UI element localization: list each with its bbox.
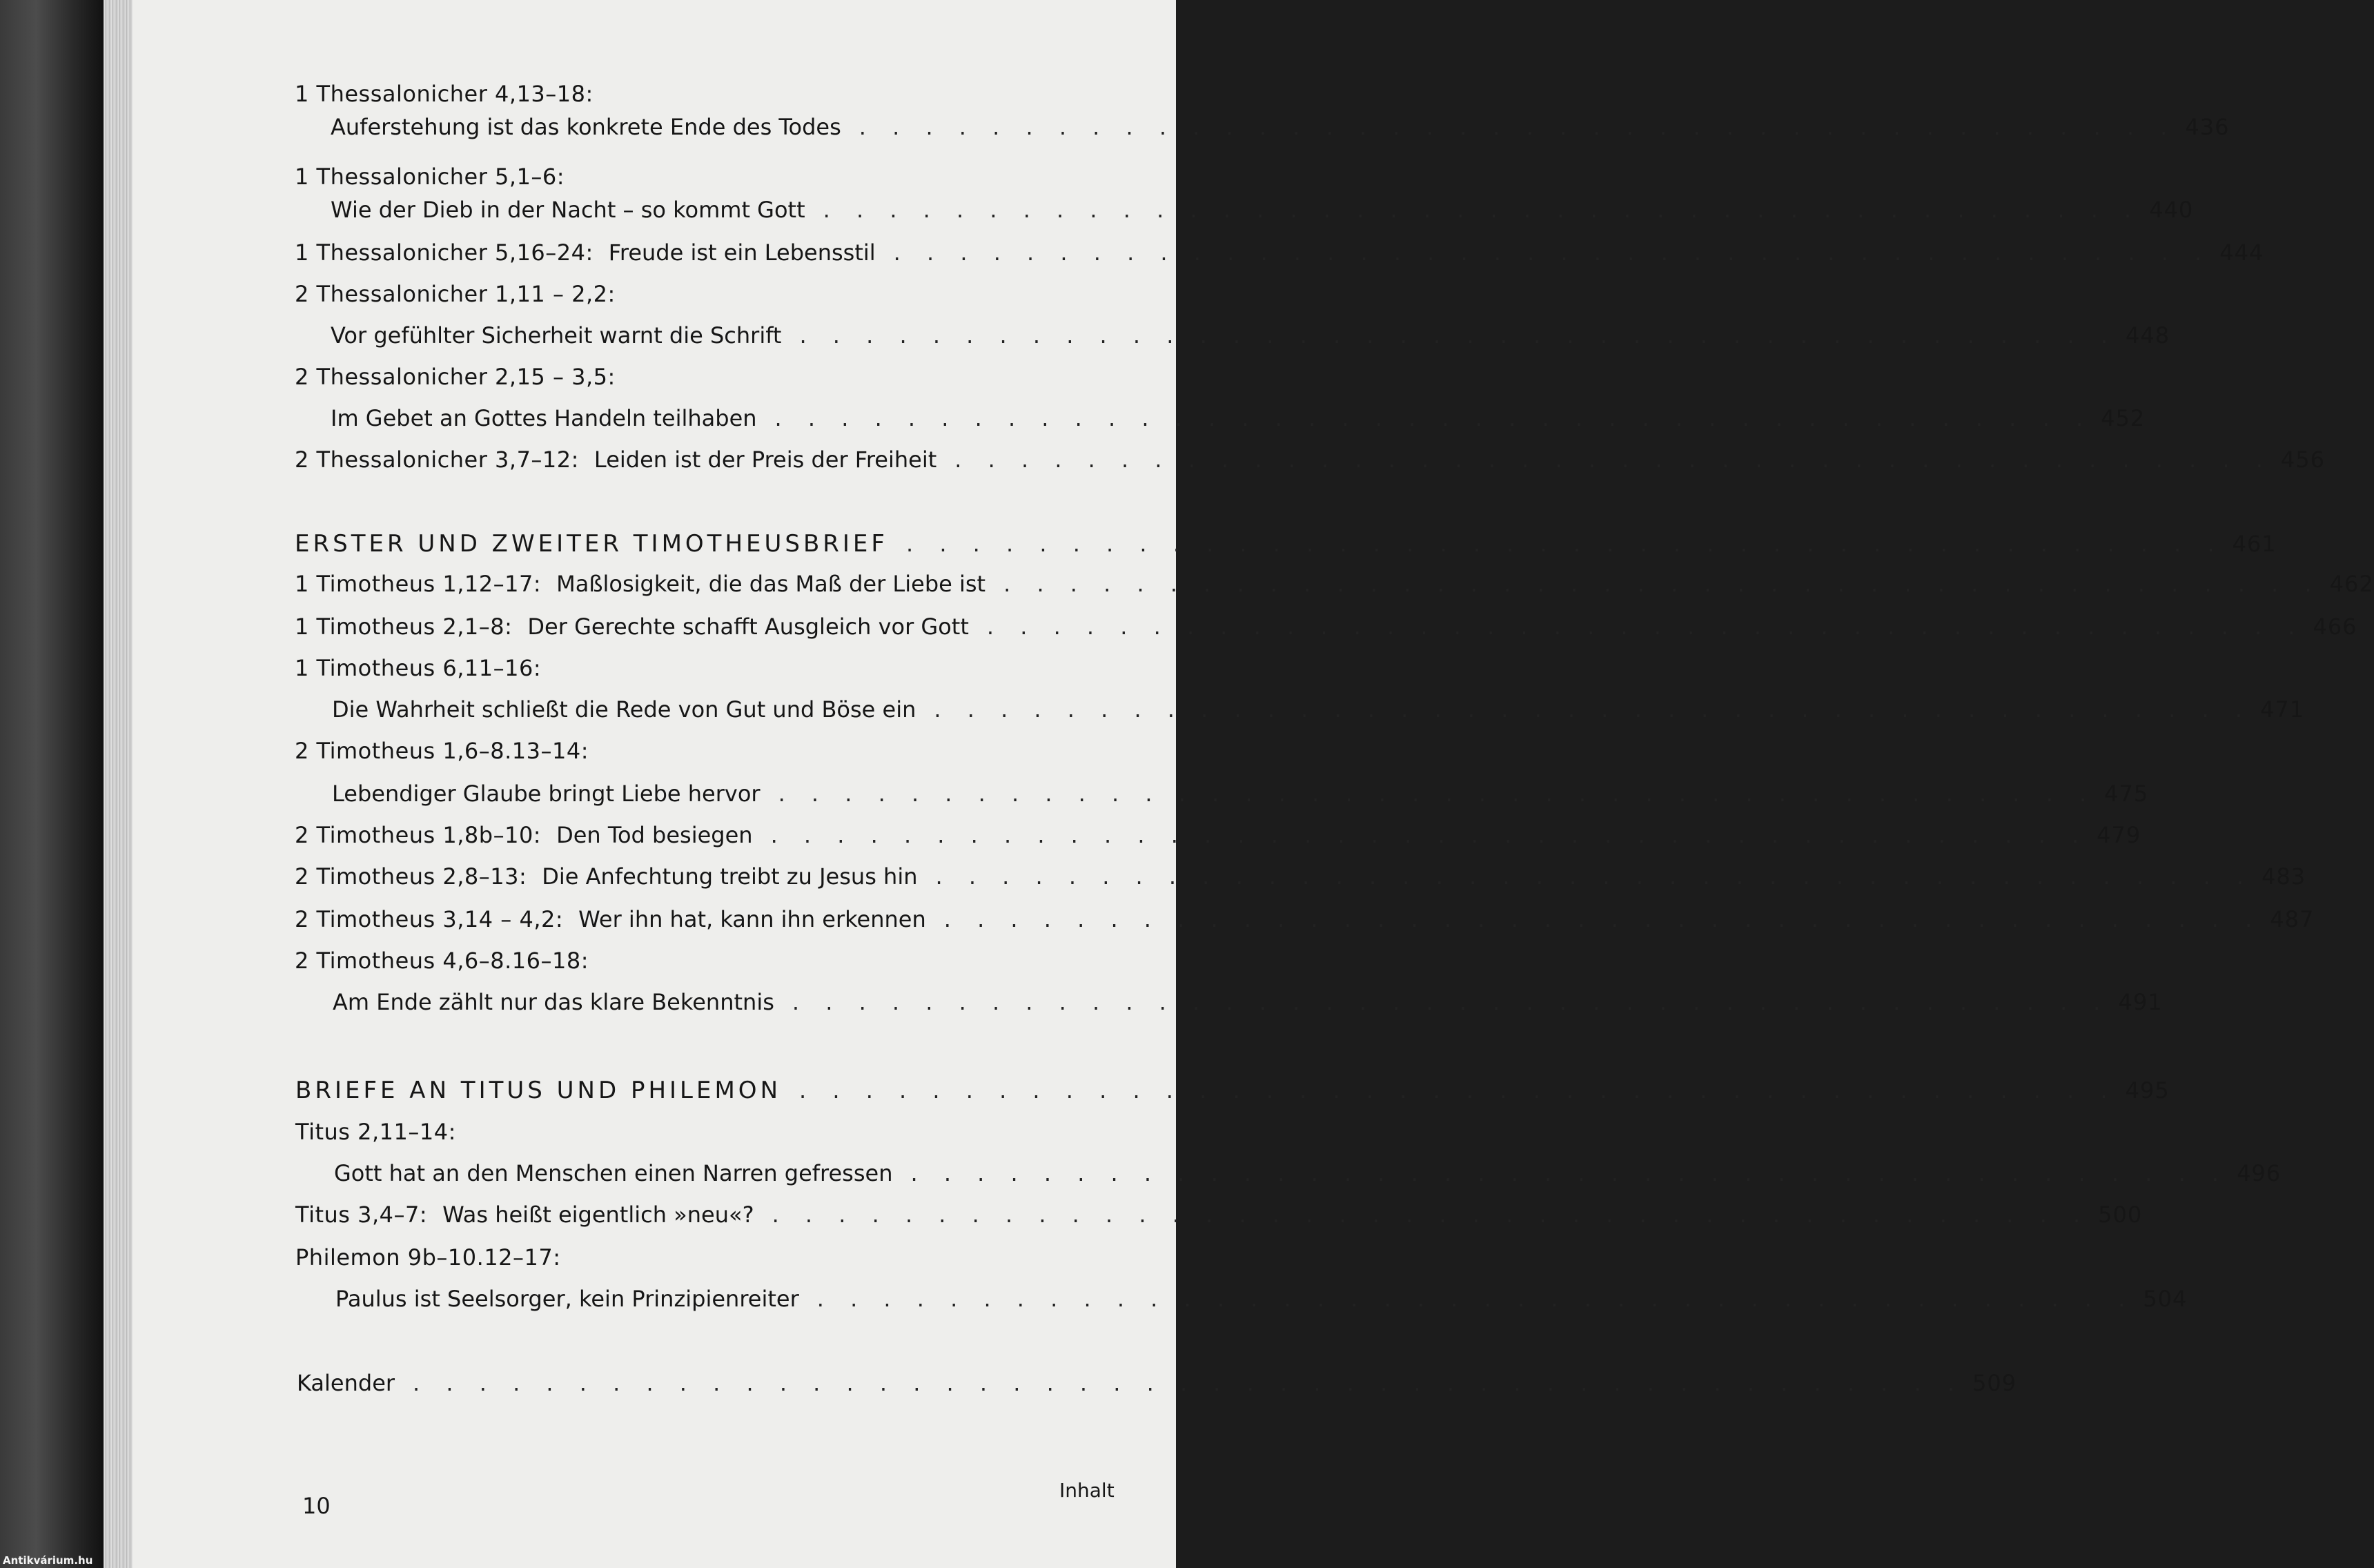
toc-page: 491 bbox=[2118, 989, 2163, 1015]
toc-leader: . . . . . . . . . . . . . . . . . . . . . . . . . . . . . . . . . . . . . . . . bbox=[799, 1077, 2117, 1104]
toc-page: 479 bbox=[2097, 822, 2141, 848]
toc-title: Den Tod besiegen bbox=[556, 822, 753, 848]
toc-title: Gott hat an den Menschen einen Narren gefressen bbox=[334, 1160, 893, 1186]
toc-entry bbox=[331, 322, 2170, 349]
toc-heading bbox=[295, 654, 1092, 682]
toc-entry bbox=[295, 239, 2264, 266]
toc-page: 504 bbox=[2143, 1286, 2188, 1312]
toc-entry bbox=[332, 780, 2149, 807]
toc-leader: . . . . . . . . . . . . . . . . . . . . . . . . . . . . . . . . . . . . . . . . bbox=[778, 781, 2097, 807]
toc-section-title: ERSTER UND ZWEITER TIMOTHEUSBRIEF bbox=[295, 530, 888, 558]
toc-leader: . . . . . . . . . . . . . . . . . . . . . . . . . . . . . . . . . . . . . . . . bbox=[935, 863, 2254, 890]
toc-page: 471 bbox=[2259, 696, 2305, 723]
toc-entry bbox=[295, 1201, 2143, 1228]
toc-leader: . . . . . . . . . . . . . . . . . . . . . . . . . . . . . . . . . . . . . . . . bbox=[893, 239, 2212, 266]
toc-entry bbox=[295, 863, 2306, 890]
running-title: Inhalt bbox=[1059, 1479, 1115, 1502]
toc-leader: . . . . . . . . . . . . . . . . . . . . . . . . . . . . . . . . . . . . . . . . bbox=[954, 447, 2273, 473]
toc-heading bbox=[295, 1244, 1092, 1271]
toc-page: 436 bbox=[2185, 114, 2230, 140]
toc-title: Im Gebet an Gottes Handeln teilhaben bbox=[331, 405, 757, 431]
toc-ref: 1 Timotheus 6,11–16: bbox=[295, 655, 542, 681]
toc-page: 487 bbox=[2270, 906, 2315, 932]
toc-leader: . . . . . . . . . . . . . . . . . . . . . . . . . . . . . . . . . . . . . . . . bbox=[772, 1202, 2090, 1228]
toc-heading bbox=[295, 280, 1092, 308]
toc-title: Lebendiger Glaube bringt Liebe hervor bbox=[332, 781, 761, 807]
toc-title: Freude ist ein Lebensstil bbox=[608, 239, 876, 266]
toc-title: Wie der Dieb in der Nacht – so kommt Gott bbox=[331, 197, 805, 223]
toc-ref: 2 Timotheus 2,8–13: bbox=[295, 863, 527, 890]
toc-page: 448 bbox=[2126, 322, 2170, 349]
toc-ref: Titus 3,4–7: bbox=[295, 1202, 428, 1228]
page-edges bbox=[104, 0, 133, 1568]
toc-page: 444 bbox=[2219, 239, 2264, 266]
toc-leader: . . . . . . . . . . . . . . . . . . . . . . . . . . . . . . . . . . . . . . . . bbox=[792, 989, 2110, 1015]
toc-title: Wer ihn hat, kann ihn erkennen bbox=[578, 906, 926, 932]
toc-ref: 1 Thessalonicher 5,16–24: bbox=[295, 239, 594, 266]
toc-page: 496 bbox=[2237, 1160, 2282, 1186]
toc-leader: . . . . . . . . . . . . . . . . . . . . . . . . . . . . . . . . . . . . . . . . . . . . . . . bbox=[413, 1370, 1965, 1396]
table-of-contents bbox=[133, 0, 2374, 1568]
toc-page: 452 bbox=[2101, 405, 2146, 431]
toc-leader: . . . . . . . . . . . . . . . . . . . . . . . . . . . . . . . . . . . . . . . . bbox=[799, 322, 2118, 349]
toc-entry bbox=[334, 1159, 2282, 1187]
toc-title: Die Anfechtung treibt zu Jesus hin bbox=[542, 863, 918, 890]
toc-heading bbox=[295, 1118, 1092, 1146]
toc-section-title: BRIEFE AN TITUS UND PHILEMON bbox=[295, 1077, 782, 1104]
toc-heading bbox=[295, 80, 1092, 108]
book-spine bbox=[0, 0, 104, 1568]
toc-ref: 1 Timotheus 1,12–17: bbox=[295, 571, 542, 597]
toc-leader: . . . . . . . . . . . . . . . . . . . . . . . . . . . . . . . . . . . . . . . . bbox=[859, 114, 2177, 140]
toc-leader: . . . . . . . . . . . . . . . . . . . . . . . . . . . . . . . . . . . . . . . . bbox=[934, 696, 2252, 723]
toc-title: Kalender bbox=[297, 1370, 395, 1396]
toc-leader: . . . . . . . . . . . . . . . . . . . . . . . . . . . . . . . . . . . . . . . . bbox=[770, 822, 2089, 848]
toc-leader: . . . . . . . . . . . . . . . . . . . . . . . . . . . . . . . . . . . . . . . . bbox=[910, 1160, 2229, 1186]
toc-page: 500 bbox=[2098, 1202, 2143, 1228]
toc-section bbox=[295, 530, 2277, 558]
toc-ref: 1 Thessalonicher 4,13–18: bbox=[295, 81, 594, 107]
toc-ref: Titus 2,11–14: bbox=[295, 1119, 456, 1145]
toc-title: Am Ende zählt nur das klare Bekenntnis bbox=[333, 989, 774, 1015]
toc-heading bbox=[295, 737, 1092, 765]
toc-page: 483 bbox=[2262, 863, 2306, 890]
toc-page: 466 bbox=[2313, 614, 2357, 640]
toc-entry bbox=[331, 196, 2194, 224]
toc-entry bbox=[331, 113, 2230, 141]
toc-heading bbox=[295, 947, 1092, 974]
toc-section bbox=[295, 1077, 2170, 1104]
toc-title: Was heißt eigentlich »neu«? bbox=[442, 1202, 754, 1228]
toc-entry bbox=[295, 821, 2141, 849]
toc-leader: . . . . . . . . . . . . . . . . . . . . . . . . . . . . . . . . . . . . . . . . bbox=[823, 197, 2141, 223]
toc-title: Auferstehung ist das konkrete Ende des Todes bbox=[331, 114, 841, 140]
watermark: Antikvárium.hu bbox=[3, 1554, 93, 1567]
page-number: 10 bbox=[302, 1493, 331, 1519]
toc-entry bbox=[295, 905, 2315, 933]
toc-title: Die Wahrheit schließt die Rede von Gut und Böse ein bbox=[332, 696, 916, 723]
toc-ref: 2 Timotheus 1,8b–10: bbox=[295, 822, 542, 848]
toc-page: 475 bbox=[2104, 781, 2149, 807]
toc-leader: . . . . . . . . . . . . . . . . . . . . . . . . . . . . . . . . . . . . . . . . bbox=[774, 405, 2093, 431]
toc-ref: 2 Timotheus 1,6–8.13–14: bbox=[295, 738, 589, 764]
toc-ref: 2 Timotheus 4,6–8.16–18: bbox=[295, 948, 589, 974]
toc-page: 509 bbox=[1972, 1370, 2017, 1396]
toc-entry bbox=[297, 1369, 2017, 1397]
toc-ref: 1 Thessalonicher 5,1–6: bbox=[295, 164, 565, 190]
toc-entry bbox=[335, 1285, 2188, 1313]
toc-entry bbox=[331, 404, 2146, 432]
toc-ref: 2 Timotheus 3,14 – 4,2: bbox=[295, 906, 564, 932]
toc-page: 456 bbox=[2280, 447, 2325, 473]
toc-page: 440 bbox=[2149, 197, 2194, 223]
toc-title: Vor gefühlter Sicherheit warnt die Schrift bbox=[331, 322, 782, 349]
toc-page: 495 bbox=[2125, 1077, 2170, 1104]
toc-ref: 2 Thessalonicher 2,15 – 3,5: bbox=[295, 364, 616, 390]
toc-entry bbox=[295, 613, 2357, 640]
toc-leader: . . . . . . . . . . . . . . . . . . . . . . . . . . . . . . . . . . . . . . . . bbox=[905, 531, 2224, 557]
toc-ref: Philemon 9b–10.12–17: bbox=[295, 1244, 561, 1271]
toc-title: Maßlosigkeit, die das Maß der Liebe ist bbox=[556, 571, 986, 597]
toc-entry bbox=[333, 988, 2163, 1016]
toc-heading bbox=[295, 163, 1092, 190]
toc-title: Leiden ist der Preis der Freiheit bbox=[594, 447, 937, 473]
toc-ref: 2 Thessalonicher 1,11 – 2,2: bbox=[295, 281, 616, 307]
toc-entry bbox=[295, 446, 2325, 473]
toc-entry bbox=[332, 696, 2305, 723]
toc-ref: 2 Thessalonicher 3,7–12: bbox=[295, 447, 579, 473]
toc-entry bbox=[295, 570, 2374, 598]
toc-leader: . . . . . . . . . . . . . . . . . . . . . . . . . . . . . . . . . . . . . . . . bbox=[1003, 571, 2322, 597]
toc-title: Der Gerechte schafft Ausgleich vor Gott bbox=[527, 614, 969, 640]
book-page bbox=[133, 0, 2374, 1568]
toc-page: 461 bbox=[2232, 531, 2277, 557]
toc-ref: 1 Timotheus 2,1–8: bbox=[295, 614, 513, 640]
toc-leader: . . . . . . . . . . . . . . . . . . . . . . . . . . . . . . . . . . . . . . . . bbox=[816, 1286, 2135, 1312]
toc-page: 462 bbox=[2329, 571, 2374, 597]
toc-leader: . . . . . . . . . . . . . . . . . . . . . . . . . . . . . . . . . . . . . . . . bbox=[986, 614, 2305, 640]
toc-heading bbox=[295, 363, 1092, 391]
toc-leader: . . . . . . . . . . . . . . . . . . . . . . . . . . . . . . . . . . . . . . . . bbox=[943, 906, 2262, 932]
toc-title: Paulus ist Seelsorger, kein Prinzipienreiter bbox=[335, 1286, 799, 1312]
